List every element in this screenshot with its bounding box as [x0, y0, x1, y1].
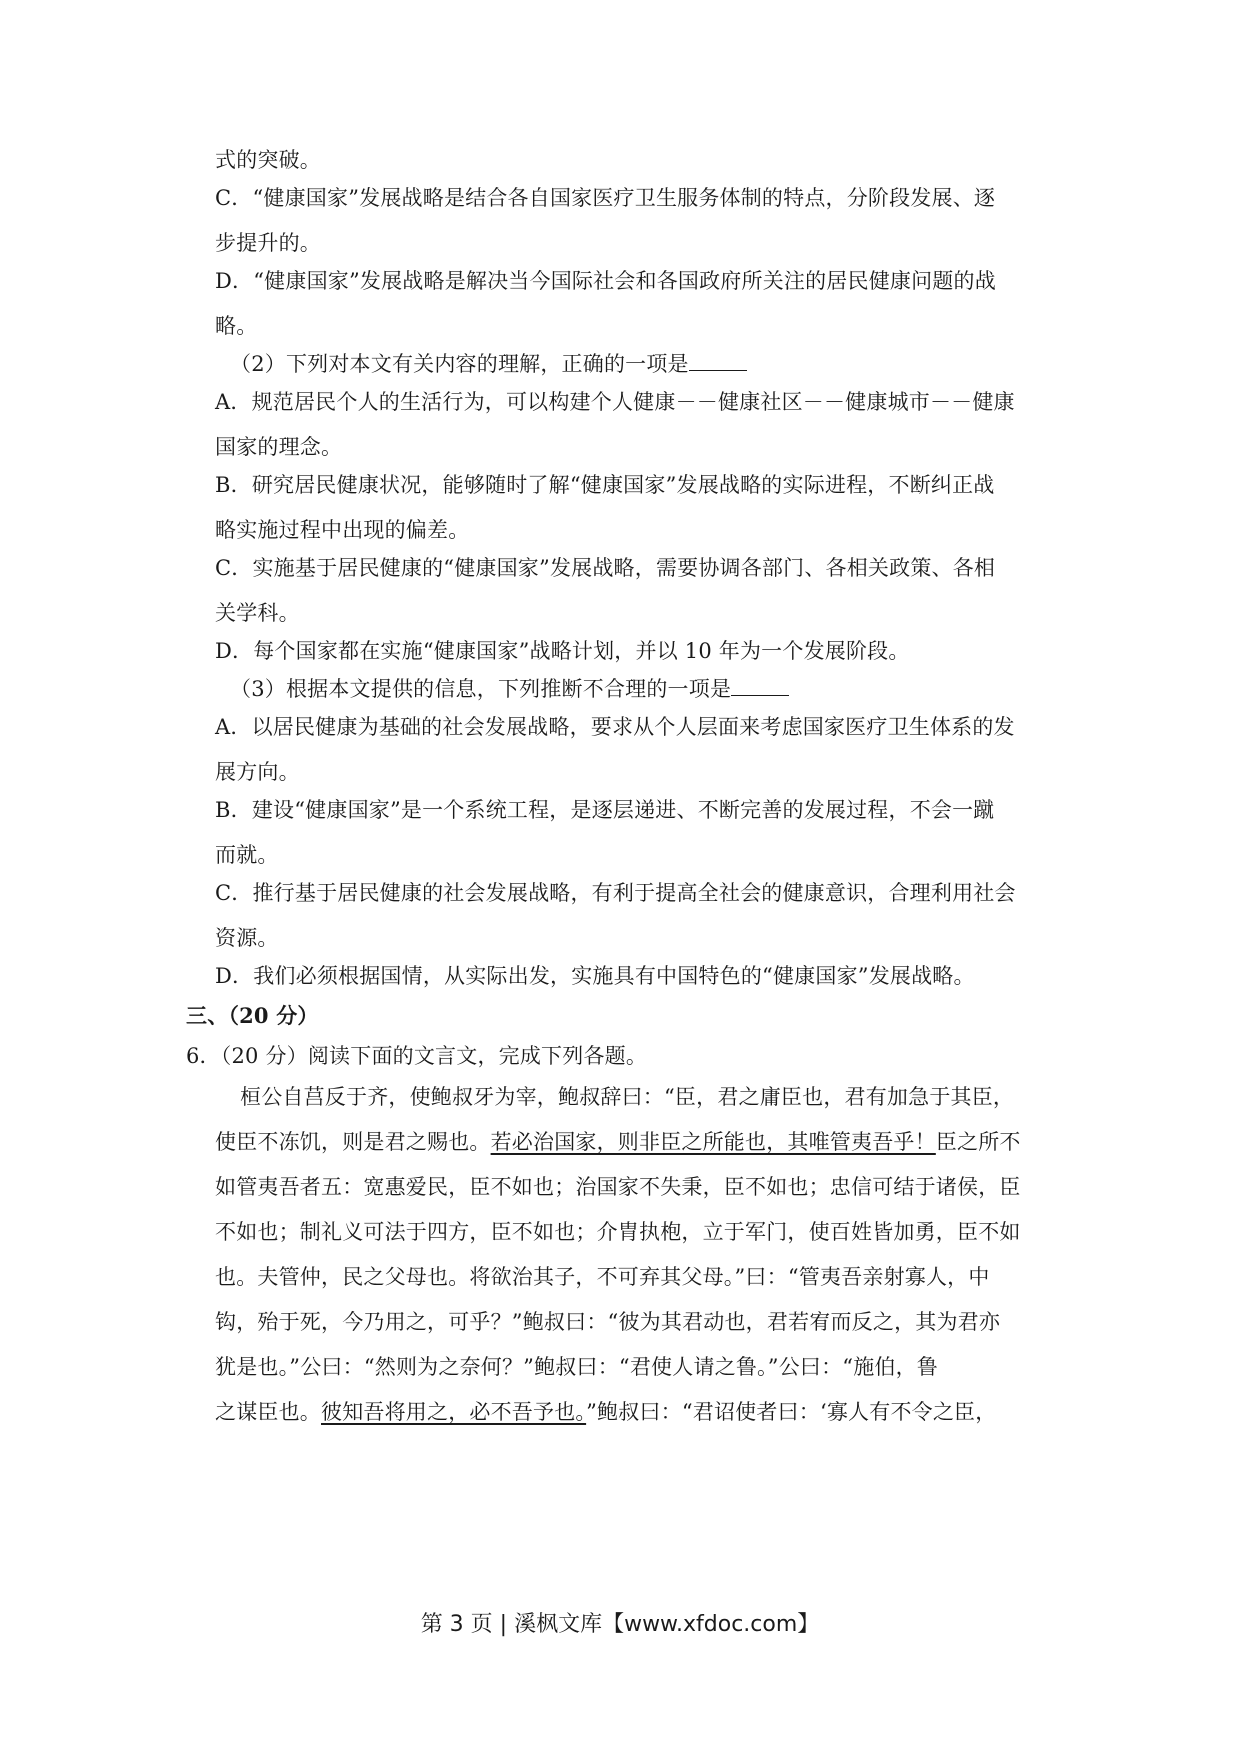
- question-6-heading: 6．（20 分）阅读下面的文言文，完成下列各题。: [186, 1044, 648, 1068]
- option-d-text: D．“健康国家”发展战略是解决当今国际社会和各国政府所关注的居民健康问题的战: [215, 269, 996, 293]
- option-c-text: C．推行基于居民健康的社会发展战略，有利于提高全社会的健康意识，合理利用社会: [215, 881, 1016, 905]
- text-line: 步提升的。: [215, 231, 321, 255]
- option-d-text: D．每个国家都在实施“健康国家”战略计划，并以 10 年为一个发展阶段。: [215, 639, 910, 663]
- option-b-text: B．建设“健康国家”是一个系统工程，是逐层递进、不断完善的发展过程，不会一蹴: [215, 798, 995, 822]
- question-3: [230, 674, 789, 704]
- text-line: 关学科。: [215, 601, 300, 625]
- passage-text: 之谋臣也。: [215, 1400, 321, 1424]
- section-heading: 三、（20 分）: [186, 1003, 319, 1028]
- text-line: 式的突破。: [215, 148, 321, 172]
- question-3-text: （3）根据本文提供的信息，下列推断不合理的一项是: [230, 677, 732, 701]
- text-line: 展方向。: [215, 760, 300, 784]
- option-c-text: C．实施基于居民健康的“健康国家”发展战略，需要协调各部门、各相关政策、各相: [215, 556, 996, 580]
- passage-line: [215, 1127, 1021, 1157]
- question-2-text: （2）下列对本文有关内容的理解，正确的一项是: [230, 352, 689, 376]
- answer-blank: [731, 675, 789, 696]
- text-line: 资源。: [215, 926, 279, 950]
- passage-text: 臣之所不: [935, 1130, 1021, 1154]
- underlined-sentence: 若必治国家，则非臣之所能也，其唯管夷吾乎！: [490, 1130, 936, 1154]
- text-line: 国家的理念。: [215, 435, 343, 459]
- page-footer: 第 3 页 | 溪枫文库【www.xfdoc.com】: [420, 1612, 820, 1637]
- passage-line: [215, 1397, 996, 1427]
- option-c-text: C．“健康国家”发展战略是结合各自国家医疗卫生服务体制的特点，分阶段发展、逐: [215, 186, 996, 210]
- passage-line: 钩，殆于死，今乃用之，可乎？”鲍叔曰：“彼为其君动也，君若宥而反之，其为君亦: [215, 1310, 1001, 1334]
- text-line: 略实施过程中出现的偏差。: [215, 518, 470, 542]
- passage-line: 也。夫管仲，民之父母也。将欲治其子，不可弃其父母。”曰：“管夷吾亲射寡人，中: [215, 1265, 990, 1289]
- passage-line: 桓公自莒反于齐，使鲍叔牙为宰，鲍叔辞曰：“臣，君之庸臣也，君有加急于其臣，: [240, 1085, 1015, 1109]
- passage-line: 不如也；制礼义可法于四方，臣不如也；介胄执枹，立于军门，使百姓皆加勇，臣不如: [215, 1220, 1021, 1244]
- option-d-text: D．我们必须根据国情，从实际出发，实施具有中国特色的“健康国家”发展战略。: [215, 964, 975, 988]
- underlined-sentence: 彼知吾将用之，必不吾予也。: [321, 1400, 587, 1424]
- option-b-text: B．研究居民健康状况，能够随时了解“健康国家”发展战略的实际进程，不断纠正战: [215, 473, 995, 497]
- passage-line: 犹是也。”公曰：“然则为之奈何？”鲍叔曰：“君使人请之鲁。”公曰：“施伯，鲁: [215, 1355, 939, 1379]
- option-a-text: A．以居民健康为基础的社会发展战略，要求从个人层面来考虑国家医疗卫生体系的发: [215, 715, 1015, 739]
- text-line: 略。: [215, 314, 258, 338]
- passage-text: 使臣不冻饥，则是君之赐也。: [215, 1130, 491, 1154]
- passage-text: ”鲍叔曰：“君诏使者曰：‘寡人有不令之臣，: [586, 1400, 997, 1424]
- question-2: [230, 349, 747, 379]
- answer-blank: [689, 350, 747, 371]
- passage-line: 如管夷吾者五：宽惠爱民，臣不如也；治国家不失秉，臣不如也；忠信可结于诸侯，臣: [215, 1175, 1021, 1199]
- text-line: 而就。: [215, 843, 279, 867]
- option-a-text: A．规范居民个人的生活行为，可以构建个人健康－－健康社区－－健康城市－－健康: [215, 390, 1015, 414]
